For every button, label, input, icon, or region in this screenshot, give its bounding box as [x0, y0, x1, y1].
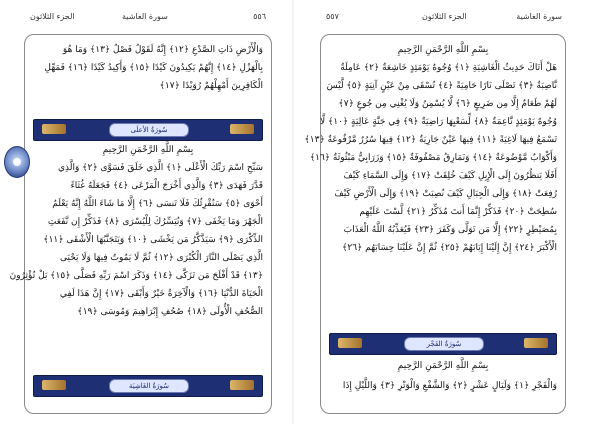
- surah-title: سُورَةُ الغَاشِيَة: [109, 379, 189, 393]
- text-line: الْكَافِرِينَ أَمْهِلْهُمْ رُوَيْدًا ﴿١٧﴾: [159, 81, 263, 91]
- left-page: [9, 10, 282, 414]
- text-line: رُفِعَتْ ﴿١٨﴾ وَإِلَى الْجِبَالِ كَيْفَ نُصِبَتْ ﴿١٩﴾ وَإِلَى الْأَرْضِ كَيْفَ: [334, 189, 557, 199]
- text-line: قَدَّرَ فَهَدَى ﴿٣﴾ وَالَّذِي أَخْرَجَ الْمَرْعَى ﴿٤﴾ فَجَعَلَهُ غُثَاءً: [70, 181, 263, 191]
- text-line: بِالْهَزْلِ ﴿١٤﴾ إِنَّهُمْ يَكِيدُونَ كَيْدًا ﴿١٥﴾ وَأَكِيدُ كَيْدًا ﴿١٦﴾ فَمَهِّلِ: [44, 63, 263, 73]
- medallion-center: [13, 158, 21, 166]
- book-gutter: [292, 0, 294, 424]
- text-line: وَأَكْوَابٌ مَّوْضُوعَةٌ ﴿١٤﴾ وَنَمَارِقُ مَصْفُوفَةٌ ﴿١٥﴾ وَزَرَابِيُّ مَبْثُوثَةٌ ﴿١٦﴾: [309, 153, 557, 163]
- text-line: سَبِّحِ اسْمَ رَبِّكَ الْأَعْلَى ﴿١﴾ الَّذِي خَلَقَ فَسَوَّى ﴿٢﴾ وَالَّذِي: [57, 163, 263, 173]
- banner-ornament-icon: [42, 380, 66, 390]
- left-text-middle: [9, 159, 263, 321]
- text-line: الْجَهْرَ وَمَا يَخْفَى ﴿٧﴾ وَنُيَسِّرُكَ لِلْيُسْرَى ﴿٨﴾ فَذَكِّرْ إِن نَّفَعَتِ: [47, 217, 263, 227]
- basmala: بِسْمِ اللَّهِ الرَّحْمَنِ الرَّحِيمِ: [102, 145, 194, 155]
- right-page-frame: [304, 34, 566, 414]
- text-line: الْحَيَاةَ الدُّنْيَا ﴿١٦﴾ وَالْآخِرَةُ خَيْرٌ وَأَبْقَى ﴿١٧﴾ إِنَّ هَذَا لَفِي: [59, 289, 263, 299]
- text-line: الَّذِي يَصْلَى النَّارَ الْكُبْرَى ﴿١٢﴾ ثُمَّ لَا يَمُوتُ فِيهَا وَلَا يَحْيَى: [59, 253, 263, 263]
- text-line: سُطِحَتْ ﴿٢٠﴾ فَذَكِّرْ إِنَّمَا أَنتَ مُذَكِّرٌ ﴿٢١﴾ لَّسْتَ عَلَيْهِم: [359, 207, 557, 217]
- text-line: لَهُمْ طَعَامٌ إِلَّا مِن ضَرِيعٍ ﴿٦﴾ لَّا يُسْمِنُ وَلَا يُغْنِي مِن جُوعٍ ﴿٧﴾: [338, 99, 557, 109]
- text-line: هَلْ أَتَاكَ حَدِيثُ الْغَاشِيَةِ ﴿١﴾ وُجُوهٌ يَوْمَئِذٍ خَاشِعَةٌ ﴿٢﴾ عَامِلَةٌ: [340, 63, 557, 73]
- text-line: وَالْأَرْضِ ذَاتِ الصَّدْعِ ﴿١٢﴾ إِنَّهُ لَقَوْلٌ فَصْلٌ ﴿١٣﴾ وَمَا هُوَ: [62, 45, 263, 55]
- text-line: الذِّكْرَى ﴿٩﴾ سَيَذَّكَّرُ مَن يَخْشَى ﴿١٠﴾ وَيَتَجَنَّبُهَا الْأَشْقَى ﴿١١﴾: [43, 235, 263, 245]
- left-page-frame: [9, 34, 272, 414]
- right-text-top: [304, 59, 557, 257]
- left-header-left: الجزء الثلاثون: [30, 12, 75, 21]
- text-line: الْأَكْبَرَ ﴿٢٤﴾ إِنَّ إِلَيْنَا إِيَابَهُمْ ﴿٢٥﴾ ثُمَّ إِنَّ عَلَيْنَا حِسَابَهُم ﴿٢٦﴾: [342, 243, 557, 253]
- text-line: وَالْفَجْرِ ﴿١﴾ وَلَيَالٍ عَشْرٍ ﴿٢﴾ وَالشَّفْعِ وَالْوَتْرِ ﴿٣﴾ وَاللَّيْلِ إِذَا: [342, 381, 557, 391]
- text-line: الصُّحُفِ الْأُولَى ﴿١٨﴾ صُحُفِ إِبْرَاهِيمَ وَمُوسَى ﴿١٩﴾: [77, 307, 263, 317]
- surah-banner-al-ghashiyah: [33, 375, 263, 397]
- right-page-header: [310, 10, 578, 24]
- right-text-bottom: [329, 377, 557, 395]
- text-line: بِمُصَيْطِرٍ ﴿٢٢﴾ إِلَّا مَن تَوَلَّى وَكَفَرَ ﴿٢٣﴾ فَيُعَذِّبُهُ اللَّهُ الْعَذَابَ: [343, 225, 557, 235]
- text-line: وُجُوهٌ يَوْمَئِذٍ نَّاعِمَةٌ ﴿٨﴾ لِّسَعْيِهَا رَاضِيَةٌ ﴿٩﴾ فِي جَنَّةٍ عَالِيَةٍ ﴿١٠﴾ لَّا: [319, 117, 557, 127]
- left-header-page-number: ٥٥٦: [253, 12, 266, 21]
- left-page-header: [14, 10, 282, 24]
- right-header-center: الجزء الثلاثون: [422, 12, 467, 21]
- text-line: تَسْمَعُ فِيهَا لَاغِيَةً ﴿١١﴾ فِيهَا عَيْنٌ جَارِيَةٌ ﴿١٢﴾ فِيهَا سُرُرٌ مَّرْفُوعَةٌ ﴿١٣﴾: [304, 135, 557, 145]
- right-header-page-number: ٥٥٧: [326, 12, 339, 21]
- text-line: أَحْوَى ﴿٥﴾ سَنُقْرِئُكَ فَلَا تَنسَى ﴿٦﴾ إِلَّا مَا شَاءَ اللَّهُ إِنَّهُ يَعْلَمُ: [52, 199, 263, 209]
- left-text-top: [33, 41, 263, 95]
- banner-ornament-icon: [42, 124, 66, 134]
- banner-ornament-icon: [230, 124, 254, 134]
- text-line: أَفَلَا يَنظُرُونَ إِلَى الْإِبِلِ كَيْفَ خُلِقَتْ ﴿١٧﴾ وَإِلَى السَّمَاءِ كَيْفَ: [343, 171, 557, 181]
- text-line: ﴿١٣﴾ قَدْ أَفْلَحَ مَن تَزَكَّى ﴿١٤﴾ وَذَكَرَ اسْمَ رَبِّهِ فَصَلَّى ﴿١٥﴾ بَلْ تُؤْثِرُونَ: [9, 271, 263, 281]
- surah-title: سُورَةُ الأعلَى: [109, 123, 189, 137]
- basmala: بِسْمِ اللَّهِ الرَّحْمَنِ الرَّحِيمِ: [397, 45, 489, 55]
- surah-banner-al-fajr: [329, 333, 557, 355]
- hizb-medallion-icon: [4, 146, 30, 178]
- banner-ornament-icon: [230, 380, 254, 390]
- banner-ornament-icon: [338, 338, 362, 348]
- text-line: نَّاصِبَةٌ ﴿٣﴾ تَصْلَى نَارًا حَامِيَةً ﴿٤﴾ تُسْقَى مِنْ عَيْنٍ آنِيَةٍ ﴿٥﴾ لَّيْسَ: [326, 81, 557, 91]
- right-header-right: سورة الغاشية: [516, 12, 562, 21]
- banner-ornament-icon: [524, 338, 548, 348]
- right-page: [304, 10, 578, 414]
- basmala: بِسْمِ اللَّهِ الرَّحْمَنِ الرَّحِيمِ: [397, 361, 489, 371]
- surah-banner-al-ala: [33, 119, 263, 141]
- surah-title: سُورَةُ الفَجْر: [404, 337, 484, 351]
- left-header-center: سورة الغاشية: [122, 12, 168, 21]
